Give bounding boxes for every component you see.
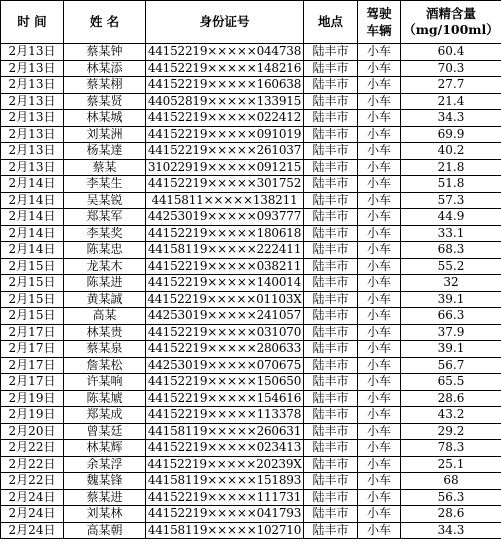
cell-name: 蔡某钟: [64, 44, 146, 61]
header-id-number: 身份证号: [146, 1, 304, 44]
cell-location: 陆丰市: [304, 176, 358, 193]
cell-id-number: 44152219×××××01103X: [147, 291, 302, 306]
cell-location: 陆丰市: [304, 291, 358, 308]
cell-vehicle: 小车: [358, 341, 401, 358]
cell-location: 陆丰市: [304, 506, 358, 523]
cell-date: 2月19日: [1, 390, 64, 407]
cell-name: 李某奖: [64, 225, 146, 242]
cell-vehicle: 小车: [358, 159, 401, 176]
table-row: [1, 423, 501, 440]
header-date: 时 间: [1, 1, 64, 44]
cell-location: 陆丰市: [304, 324, 358, 341]
cell-id-number: 44152219×××××160638: [146, 77, 304, 94]
cell-location: 陆丰市: [304, 242, 358, 259]
cell-alcohol: 39.1: [401, 291, 501, 308]
cell-id-number: 44152219×××××20239X: [147, 456, 302, 471]
cell-name: 陈某进: [64, 275, 146, 292]
cell-vehicle: 小车: [358, 357, 401, 374]
cell-vehicle: 小车: [358, 93, 401, 110]
table-header: [1, 1, 501, 44]
cell-date: 2月13日: [1, 77, 64, 94]
cell-date: 2月13日: [1, 159, 64, 176]
table-row: [1, 143, 501, 160]
cell-name: 蔡某栩: [64, 77, 146, 94]
cell-vehicle: 小车: [358, 60, 401, 77]
table-row: [1, 341, 501, 358]
cell-date: 2月13日: [1, 110, 64, 127]
cell-vehicle: 小车: [358, 242, 401, 259]
cell-date: 2月19日: [1, 407, 64, 424]
header-vehicle-text: 驾驶车辆: [366, 6, 392, 38]
cell-id-number: 44152219×××××280633: [146, 341, 304, 358]
cell-id-number: 44158119×××××151893: [146, 473, 304, 490]
cell-id-number: 44152219×××××022412: [146, 110, 304, 127]
cell-location: 陆丰市: [304, 126, 358, 143]
cell-location: 陆丰市: [304, 44, 358, 61]
cell-location: 陆丰市: [304, 159, 358, 176]
cell-vehicle: 小车: [358, 209, 401, 226]
cell-name: 杨某達: [64, 143, 146, 160]
cell-id-number: 44152219×××××140014: [146, 275, 304, 292]
cell-vehicle: 小车: [358, 275, 401, 292]
cell-location: 陆丰市: [304, 440, 358, 457]
cell-location: 陆丰市: [304, 407, 358, 424]
header-alcohol: [401, 1, 501, 44]
cell-location: 陆丰市: [304, 522, 358, 539]
cell-name: 吴某锐: [64, 192, 146, 209]
table-row: [1, 242, 501, 259]
header-alcohol-line1: 酒精含量: [425, 6, 476, 21]
cell-vehicle: 小车: [358, 522, 401, 539]
table-row: [1, 192, 501, 209]
cell-vehicle: 小车: [358, 176, 401, 193]
header-row: [1, 1, 501, 44]
cell-alcohol: 43.2: [401, 407, 501, 424]
cell-date: 2月17日: [1, 341, 64, 358]
cell-location: 陆丰市: [304, 357, 358, 374]
cell-name: 陈某虓: [64, 390, 146, 407]
cell-id-number: 31022919×××××091215: [146, 159, 304, 176]
cell-date: 2月14日: [1, 242, 64, 259]
cell-alcohol: 68.3: [401, 242, 501, 259]
table-row: [1, 357, 501, 374]
cell-id-number: 44158119×××××102710: [146, 522, 304, 539]
cell-alcohol: 37.9: [401, 324, 501, 341]
cell-date: 2月13日: [1, 60, 64, 77]
cell-alcohol: 39.1: [401, 341, 501, 358]
table-row: [1, 324, 501, 341]
table-row: [1, 407, 501, 424]
table-row: [1, 159, 501, 176]
cell-id-number: 44158119×××××260631: [146, 423, 304, 440]
cell-date: 2月20日: [1, 423, 64, 440]
cell-name: 郑某军: [64, 209, 146, 226]
cell-alcohol: 21.8: [401, 159, 501, 176]
cell-name: 李某生: [64, 176, 146, 193]
table-row: [1, 440, 501, 457]
cell-id-number: 44152219×××××041793: [146, 506, 304, 523]
table-row: [1, 308, 501, 325]
cell-vehicle: 小车: [358, 308, 401, 325]
cell-id-number: 44152219×××××154616: [146, 390, 304, 407]
cell-name: 高某: [64, 308, 146, 325]
cell-id-number: 44253019×××××093777: [146, 209, 304, 226]
cell-date: 2月15日: [1, 275, 64, 292]
cell-location: 陆丰市: [304, 390, 358, 407]
cell-name: 魏某锋: [64, 473, 146, 490]
cell-name: 陈某忠: [64, 242, 146, 259]
cell-vehicle: 小车: [358, 489, 401, 506]
cell-alcohol: 56.3: [401, 489, 501, 506]
cell-date: 2月22日: [1, 473, 64, 490]
table-row: [1, 209, 501, 226]
cell-name: 蔡某进: [64, 489, 146, 506]
cell-name: 曾某廷: [64, 423, 146, 440]
cell-alcohol: 44.9: [401, 209, 501, 226]
cell-alcohol: 57.3: [401, 192, 501, 209]
cell-date: 2月13日: [1, 126, 64, 143]
table-row: [1, 374, 501, 391]
cell-vehicle: 小车: [358, 324, 401, 341]
table-row: [1, 456, 501, 473]
header-alcohol-line2: （mg/100ml）: [403, 22, 499, 37]
cell-name: 高某朝: [64, 522, 146, 539]
cell-location: 陆丰市: [304, 275, 358, 292]
cell-alcohol: 69.9: [401, 126, 501, 143]
cell-name: 刘某林: [64, 506, 146, 523]
cell-vehicle: 小车: [358, 456, 401, 473]
cell-alcohol: 21.4: [401, 93, 501, 110]
cell-alcohol: 33.1: [401, 225, 501, 242]
cell-alcohol: 55.2: [401, 258, 501, 275]
cell-location: 陆丰市: [304, 77, 358, 94]
cell-location: 陆丰市: [304, 225, 358, 242]
cell-id-number: 44152219×××××150650: [146, 374, 304, 391]
cell-date: 2月13日: [1, 93, 64, 110]
cell-date: 2月24日: [1, 506, 64, 523]
cell-vehicle: 小车: [358, 291, 401, 308]
cell-id-number: 44152219×××××148216: [146, 60, 304, 77]
cell-alcohol: 51.8: [401, 176, 501, 193]
cell-date: 2月15日: [1, 308, 64, 325]
cell-location: 陆丰市: [304, 258, 358, 275]
table-row: [1, 489, 501, 506]
cell-date: 2月14日: [1, 176, 64, 193]
cell-alcohol: 56.7: [401, 357, 501, 374]
cell-alcohol: 40.2: [401, 143, 501, 160]
cell-id-number: 44152219×××××113378: [146, 407, 304, 424]
cell-alcohol: 27.7: [401, 77, 501, 94]
cell-location: 陆丰市: [304, 60, 358, 77]
cell-location: 陆丰市: [304, 423, 358, 440]
cell-alcohol: 25.1: [401, 456, 501, 473]
cell-location: 陆丰市: [304, 308, 358, 325]
cell-date: 2月17日: [1, 324, 64, 341]
cell-vehicle: 小车: [358, 77, 401, 94]
cell-vehicle: 小车: [358, 440, 401, 457]
cell-location: 陆丰市: [304, 341, 358, 358]
cell-id-number: 44052819×××××133915: [146, 93, 304, 110]
cell-name: 刘某洲: [64, 126, 146, 143]
table-row: [1, 506, 501, 523]
cell-name: 龙某木: [64, 258, 146, 275]
cell-id-number: 44152219×××××180618: [146, 225, 304, 242]
table-body: [1, 44, 501, 539]
table-row: [1, 44, 501, 61]
cell-date: 2月13日: [1, 143, 64, 160]
cell-date: 2月15日: [1, 258, 64, 275]
cell-location: 陆丰市: [304, 374, 358, 391]
cell-name: 蔡某泉: [64, 341, 146, 358]
cell-id-number: 44152219×××××091019: [146, 126, 304, 143]
table-row: [1, 390, 501, 407]
cell-date: 2月17日: [1, 357, 64, 374]
cell-id-number: 44253019×××××070675: [146, 357, 304, 374]
cell-alcohol: 34.3: [401, 110, 501, 127]
cell-alcohol: 78.3: [401, 440, 501, 457]
cell-alcohol: 32: [401, 275, 501, 292]
cell-alcohol: 65.5: [401, 374, 501, 391]
cell-id-number: 44152219×××××261037: [146, 143, 304, 160]
cell-name: 许某响: [64, 374, 146, 391]
cell-date: 2月14日: [1, 209, 64, 226]
cell-name: 余某浮: [64, 456, 146, 473]
cell-vehicle: 小车: [358, 506, 401, 523]
cell-name: 詹某松: [64, 357, 146, 374]
header-name: 姓 名: [64, 1, 146, 44]
table-row: [1, 522, 501, 539]
cell-id-number: 44152219×××××044738: [146, 44, 304, 61]
cell-location: 陆丰市: [304, 489, 358, 506]
cell-name: 林某贵: [64, 324, 146, 341]
cell-location: 陆丰市: [304, 192, 358, 209]
cell-vehicle: 小车: [358, 390, 401, 407]
cell-name: 蔡某贤: [64, 93, 146, 110]
cell-location: 陆丰市: [304, 143, 358, 160]
cell-name: 林某辉: [64, 440, 146, 457]
table-row: [1, 275, 501, 292]
cell-alcohol: 29.2: [401, 423, 501, 440]
cell-date: 2月13日: [1, 44, 64, 61]
cell-location: 陆丰市: [304, 473, 358, 490]
table-row: [1, 291, 501, 308]
cell-date: 2月14日: [1, 192, 64, 209]
cell-date: 2月24日: [1, 489, 64, 506]
header-location: 地点: [304, 1, 358, 44]
cell-location: 陆丰市: [304, 456, 358, 473]
cell-alcohol: 28.6: [401, 506, 501, 523]
cell-date: 2月17日: [1, 374, 64, 391]
cell-vehicle: 小车: [358, 110, 401, 127]
cell-name: 林某城: [64, 110, 146, 127]
cell-vehicle: 小车: [358, 258, 401, 275]
cell-date: 2月22日: [1, 456, 64, 473]
cell-name: 郑某成: [64, 407, 146, 424]
table-row: [1, 473, 501, 490]
cell-id-number: 44152219×××××031070: [146, 324, 304, 341]
cell-vehicle: 小车: [358, 192, 401, 209]
header-vehicle: [358, 1, 401, 44]
cell-name: 黄某誠: [64, 291, 146, 308]
cell-id-number: 44152219×××××301752: [146, 176, 304, 193]
cell-date: 2月15日: [1, 291, 64, 308]
cell-id-number: 44253019×××××241057: [146, 308, 304, 325]
cell-location: 陆丰市: [304, 93, 358, 110]
table-row: [1, 77, 501, 94]
cell-vehicle: 小车: [358, 126, 401, 143]
table-row: [1, 225, 501, 242]
cell-alcohol: 60.4: [401, 44, 501, 61]
cell-location: 陆丰市: [304, 209, 358, 226]
cell-date: 2月14日: [1, 225, 64, 242]
cell-vehicle: 小车: [358, 143, 401, 160]
cell-id-number: 44152219×××××023413: [146, 440, 304, 457]
cell-alcohol: 34.3: [401, 522, 501, 539]
cell-location: 陆丰市: [304, 110, 358, 127]
cell-name: 蔡某: [64, 159, 146, 176]
table-row: [1, 126, 501, 143]
cell-id-number: 44152219×××××038211: [146, 258, 304, 275]
cell-id-number: 4415811×××××138211: [146, 192, 304, 209]
cell-alcohol: 28.6: [401, 390, 501, 407]
cell-name: 林某添: [64, 60, 146, 77]
cell-date: 2月22日: [1, 440, 64, 457]
cell-id-number: 44158119×××××222411: [146, 242, 304, 259]
cell-vehicle: 小车: [358, 225, 401, 242]
cell-date: 2月24日: [1, 522, 64, 539]
cell-alcohol: 70.3: [401, 60, 501, 77]
cell-vehicle: 小车: [358, 423, 401, 440]
table-row: [1, 93, 501, 110]
table-row: [1, 110, 501, 127]
cell-vehicle: 小车: [358, 44, 401, 61]
cell-vehicle: 小车: [358, 407, 401, 424]
cell-id-number: 44152219×××××111731: [146, 489, 304, 506]
cell-vehicle: 小车: [358, 374, 401, 391]
cell-alcohol: 66.3: [401, 308, 501, 325]
table-row: [1, 176, 501, 193]
cell-alcohol: 68: [401, 473, 501, 490]
cell-vehicle: 小车: [358, 473, 401, 490]
table-row: [1, 258, 501, 275]
table-row: [1, 60, 501, 77]
